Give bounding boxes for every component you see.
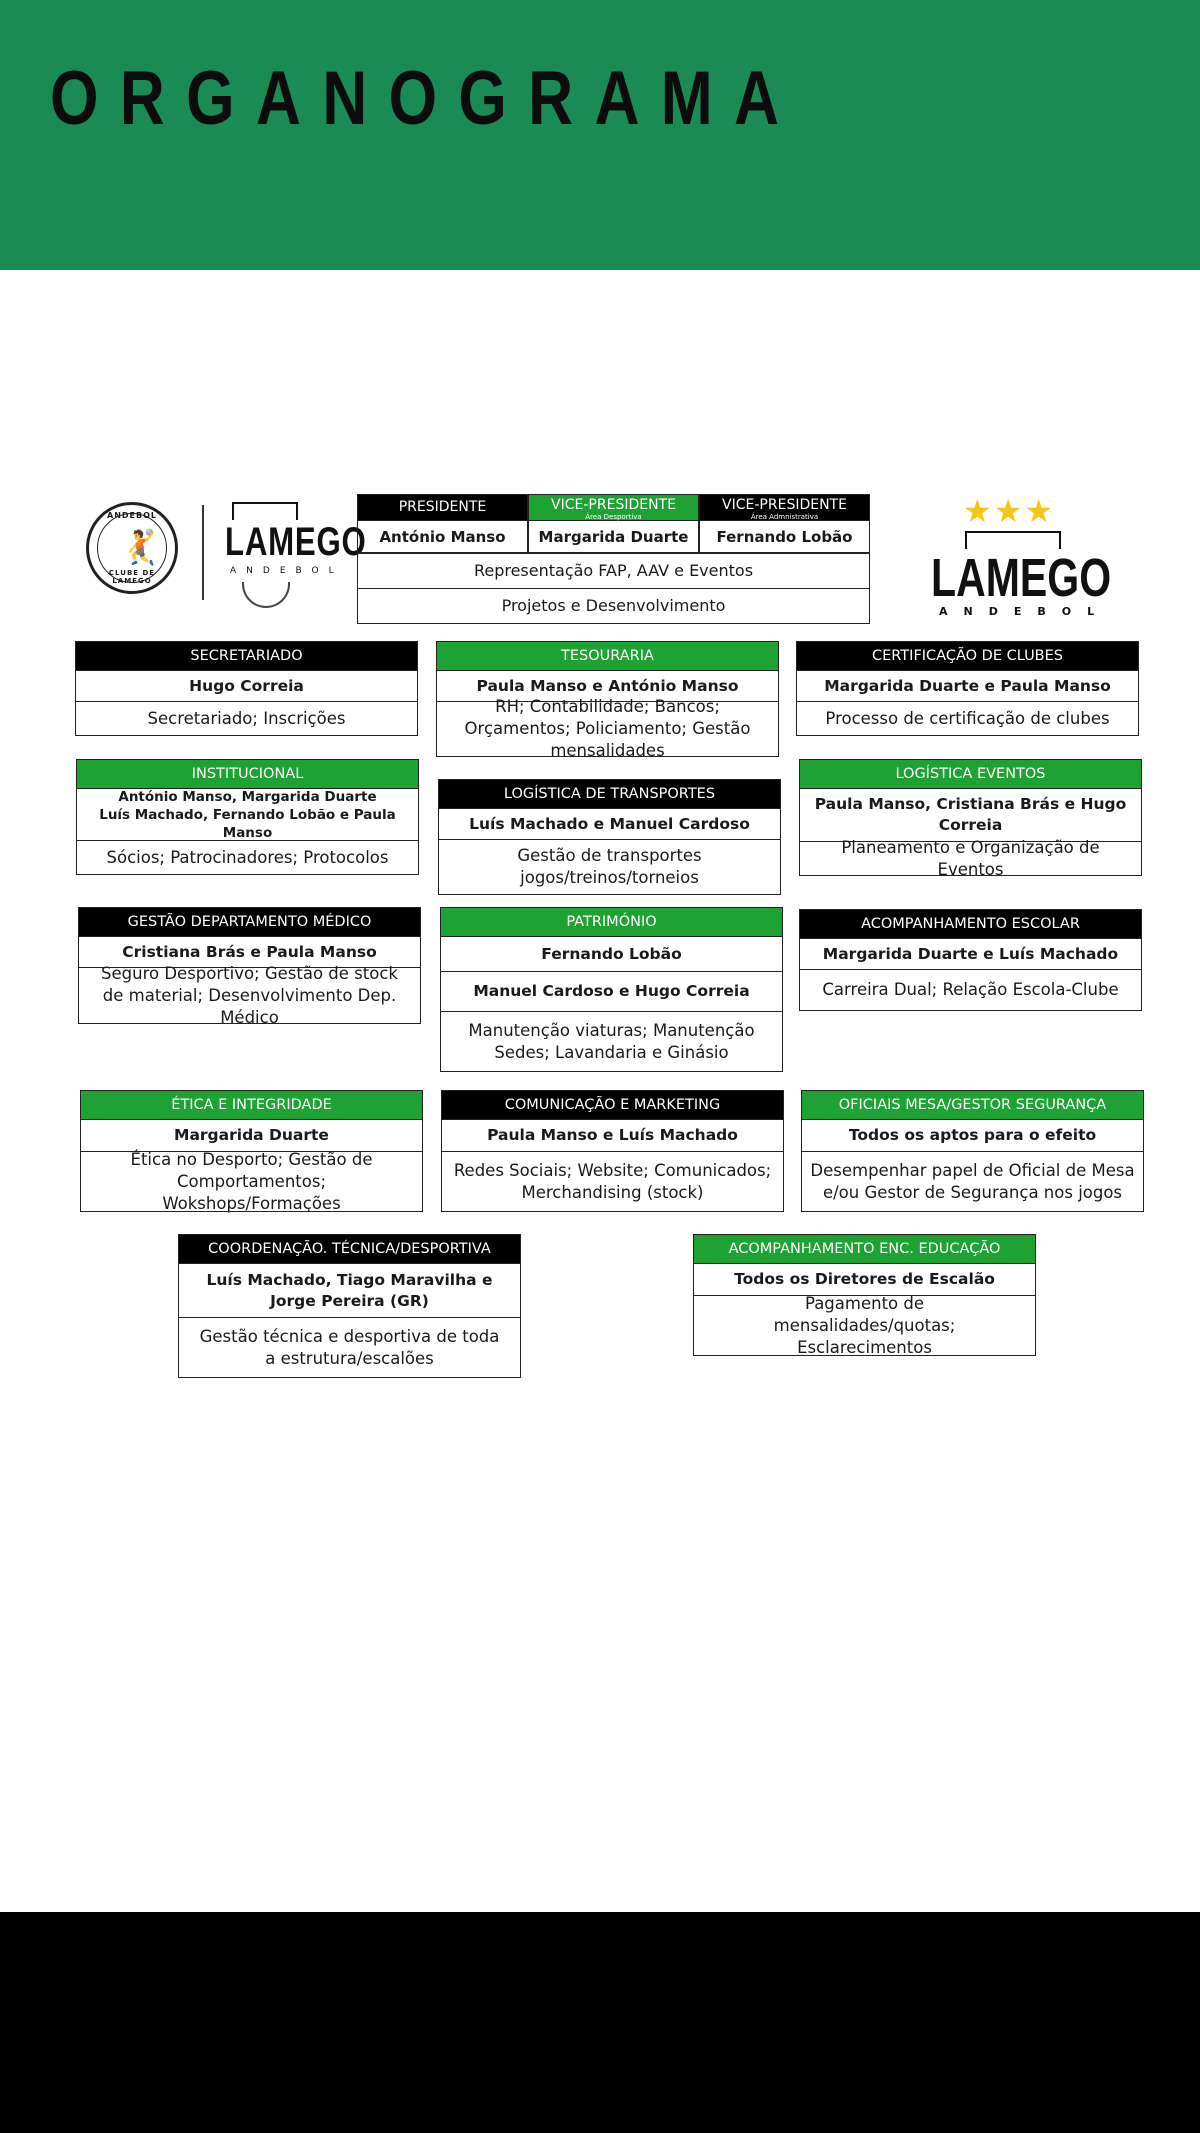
unit-people: Cristiana Brás e Paula Manso xyxy=(79,936,420,967)
vice-president-admin-cell xyxy=(699,494,870,553)
unit-title: ACOMPANHAMENTO ENC. EDUCAÇÃO xyxy=(694,1235,1035,1263)
unit-title: COMUNICAÇÃO E MARKETING xyxy=(442,1091,783,1119)
unit-people: Hugo Correia xyxy=(76,670,417,701)
unit-description: RH; Contabilidade; Bancos; Orçamentos; Policiamento; Gestão mensalidades xyxy=(437,701,778,756)
unit-people-line-2: Luís Machado, Fernando Lobão e Paula Manso xyxy=(99,806,396,841)
unit-people: Paula Manso e António Manso xyxy=(437,670,778,701)
unit-description: Gestão de transportes jogos/treinos/torneios xyxy=(439,839,780,894)
three-stars-icon: ★★★ xyxy=(963,492,1056,530)
unit-oficiais-mesa-gestor-seguranca xyxy=(801,1090,1144,1212)
unit-description: Processo de certificação de clubes xyxy=(797,701,1138,735)
unit-coordenacao-tecnica-desportiva xyxy=(178,1234,521,1378)
crest-text-top: ANDEBOL xyxy=(107,511,157,520)
lamego-andebol-logo-right xyxy=(925,492,1112,620)
unit-title: SECRETARIADO xyxy=(76,642,417,670)
unit-secretariado xyxy=(75,641,418,736)
castle-icon xyxy=(965,531,1061,549)
president-cell xyxy=(357,494,528,553)
logo-divider xyxy=(202,505,204,600)
unit-people: Luís Machado, Tiago Maravilha e Jorge Pereira (GR) xyxy=(179,1263,520,1317)
unit-patrimonio xyxy=(440,907,783,1072)
vice-president-sport-name: Margarida Duarte xyxy=(529,520,698,552)
header-band xyxy=(0,0,1200,270)
unit-title: OFICIAIS MESA/GESTOR SEGURANÇA xyxy=(802,1091,1143,1119)
lamego-logo-word: LAMEGO xyxy=(225,520,367,564)
vice-president-admin-name: Fernando Lobão xyxy=(700,520,869,552)
unit-people: Luís Machado e Manuel Cardoso xyxy=(439,808,780,839)
unit-people: Margarida Duarte e Luís Machado xyxy=(800,938,1141,969)
vice-president-admin-area: Área Admnistrativa xyxy=(750,513,819,521)
page-title: ORGANOGRAMA xyxy=(50,56,801,141)
unit-description: Carreira Dual; Relação Escola-Clube xyxy=(800,969,1141,1010)
lamego-logo-word: LAMEGO xyxy=(931,548,1112,608)
unit-people xyxy=(77,788,418,840)
shield-icon xyxy=(242,582,290,608)
unit-description: Gestão técnica e desportiva de toda a estrutura/escalões xyxy=(179,1317,520,1377)
unit-description: Redes Sociais; Website; Comunicados; Merchandising (stock) xyxy=(442,1151,783,1211)
unit-etica-integridade xyxy=(80,1090,423,1212)
unit-description: Sócios; Patrocinadores; Protocolos xyxy=(77,840,418,874)
club-logos-left xyxy=(80,490,367,615)
vice-president-sport-role: VICE-PRESIDENTE Área Desportiva xyxy=(529,495,698,520)
unit-title: COORDENAÇÃO. TÉCNICA/DESPORTIVA xyxy=(179,1235,520,1263)
unit-title: TESOURARIA xyxy=(437,642,778,670)
unit-people-secondary: Manuel Cardoso e Hugo Correia xyxy=(441,971,782,1011)
unit-description: Manutenção viaturas; Manutenção Sedes; Lavandaria e Ginásio xyxy=(441,1011,782,1071)
vice-president-admin-role: VICE-PRESIDENTE Área Admnistrativa xyxy=(700,495,869,520)
unit-gestao-departamento-medico xyxy=(78,907,421,1027)
crest-text-bottom: CLUBE DE LAMEGO xyxy=(108,569,156,585)
unit-acompanhamento-encarregados-educacao xyxy=(693,1234,1036,1356)
unit-people: Todos os aptos para o efeito xyxy=(802,1119,1143,1151)
unit-title: PATRIMÓNIO xyxy=(441,908,782,936)
unit-people: Margarida Duarte e Paula Manso xyxy=(797,670,1138,701)
unit-description: Pagamento de mensalidades/quotas; Esclarecimentos xyxy=(694,1295,1035,1355)
unit-people: Todos os Diretores de Escalão xyxy=(694,1263,1035,1295)
direction-row-representation: Representação FAP, AAV e Eventos xyxy=(357,553,870,589)
unit-institucional xyxy=(76,759,419,875)
unit-description: Planeamento e Organização de Eventos xyxy=(800,841,1141,875)
unit-tesouraria xyxy=(436,641,779,760)
castle-icon xyxy=(232,502,298,520)
unit-people: Margarida Duarte xyxy=(81,1119,422,1151)
unit-logistica-transportes xyxy=(438,779,781,895)
andebol-logo-word: ANDEBOL xyxy=(939,605,1111,618)
unit-title: CERTIFICAÇÃO DE CLUBES xyxy=(797,642,1138,670)
unit-description: Ética no Desporto; Gestão de Comportamentos; Wokshops/Formações xyxy=(81,1151,422,1211)
president-role: PRESIDENTE xyxy=(358,495,527,520)
direction-row-projects: Projetos e Desenvolvimento xyxy=(357,588,870,624)
unit-comunicacao-marketing xyxy=(441,1090,784,1212)
unit-acompanhamento-escolar xyxy=(799,909,1142,1011)
president-name: António Manso xyxy=(358,520,527,552)
unit-people: Paula Manso, Cristiana Brás e Hugo Correia xyxy=(800,788,1141,841)
unit-title: LOGÍSTICA DE TRANSPORTES xyxy=(439,780,780,808)
unit-certificacao-clubes xyxy=(796,641,1139,736)
unit-description: Secretariado; Inscrições xyxy=(76,701,417,735)
unit-people-line-1: António Manso, Margarida Duarte xyxy=(118,788,377,805)
direction-block xyxy=(357,494,870,625)
unit-title: INSTITUCIONAL xyxy=(77,760,418,788)
andebol-logo-word: ANDEBOL xyxy=(230,566,344,576)
club-crest-logo xyxy=(86,502,178,594)
vice-president-sport-area: Área Desportiva xyxy=(585,513,642,521)
handball-player-icon: 🤾 xyxy=(119,528,162,568)
unit-people: Paula Manso e Luís Machado xyxy=(442,1119,783,1151)
unit-people: Fernando Lobão xyxy=(441,936,782,971)
unit-description: Seguro Desportivo; Gestão de stock de material; Desenvolvimento Dep. Médico xyxy=(79,967,420,1023)
vice-president-sport-cell xyxy=(528,494,699,553)
unit-title: LOGÍSTICA EVENTOS xyxy=(800,760,1141,788)
footer-band xyxy=(0,1912,1200,2133)
unit-title: ÉTICA E INTEGRIDADE xyxy=(81,1091,422,1119)
unit-logistica-eventos xyxy=(799,759,1142,879)
unit-description: Desempenhar papel de Oficial de Mesa e/ou Gestor de Segurança nos jogos xyxy=(802,1151,1143,1211)
unit-title: ACOMPANHAMENTO ESCOLAR xyxy=(800,910,1141,938)
unit-title: GESTÃO DEPARTAMENTO MÉDICO xyxy=(79,908,420,936)
